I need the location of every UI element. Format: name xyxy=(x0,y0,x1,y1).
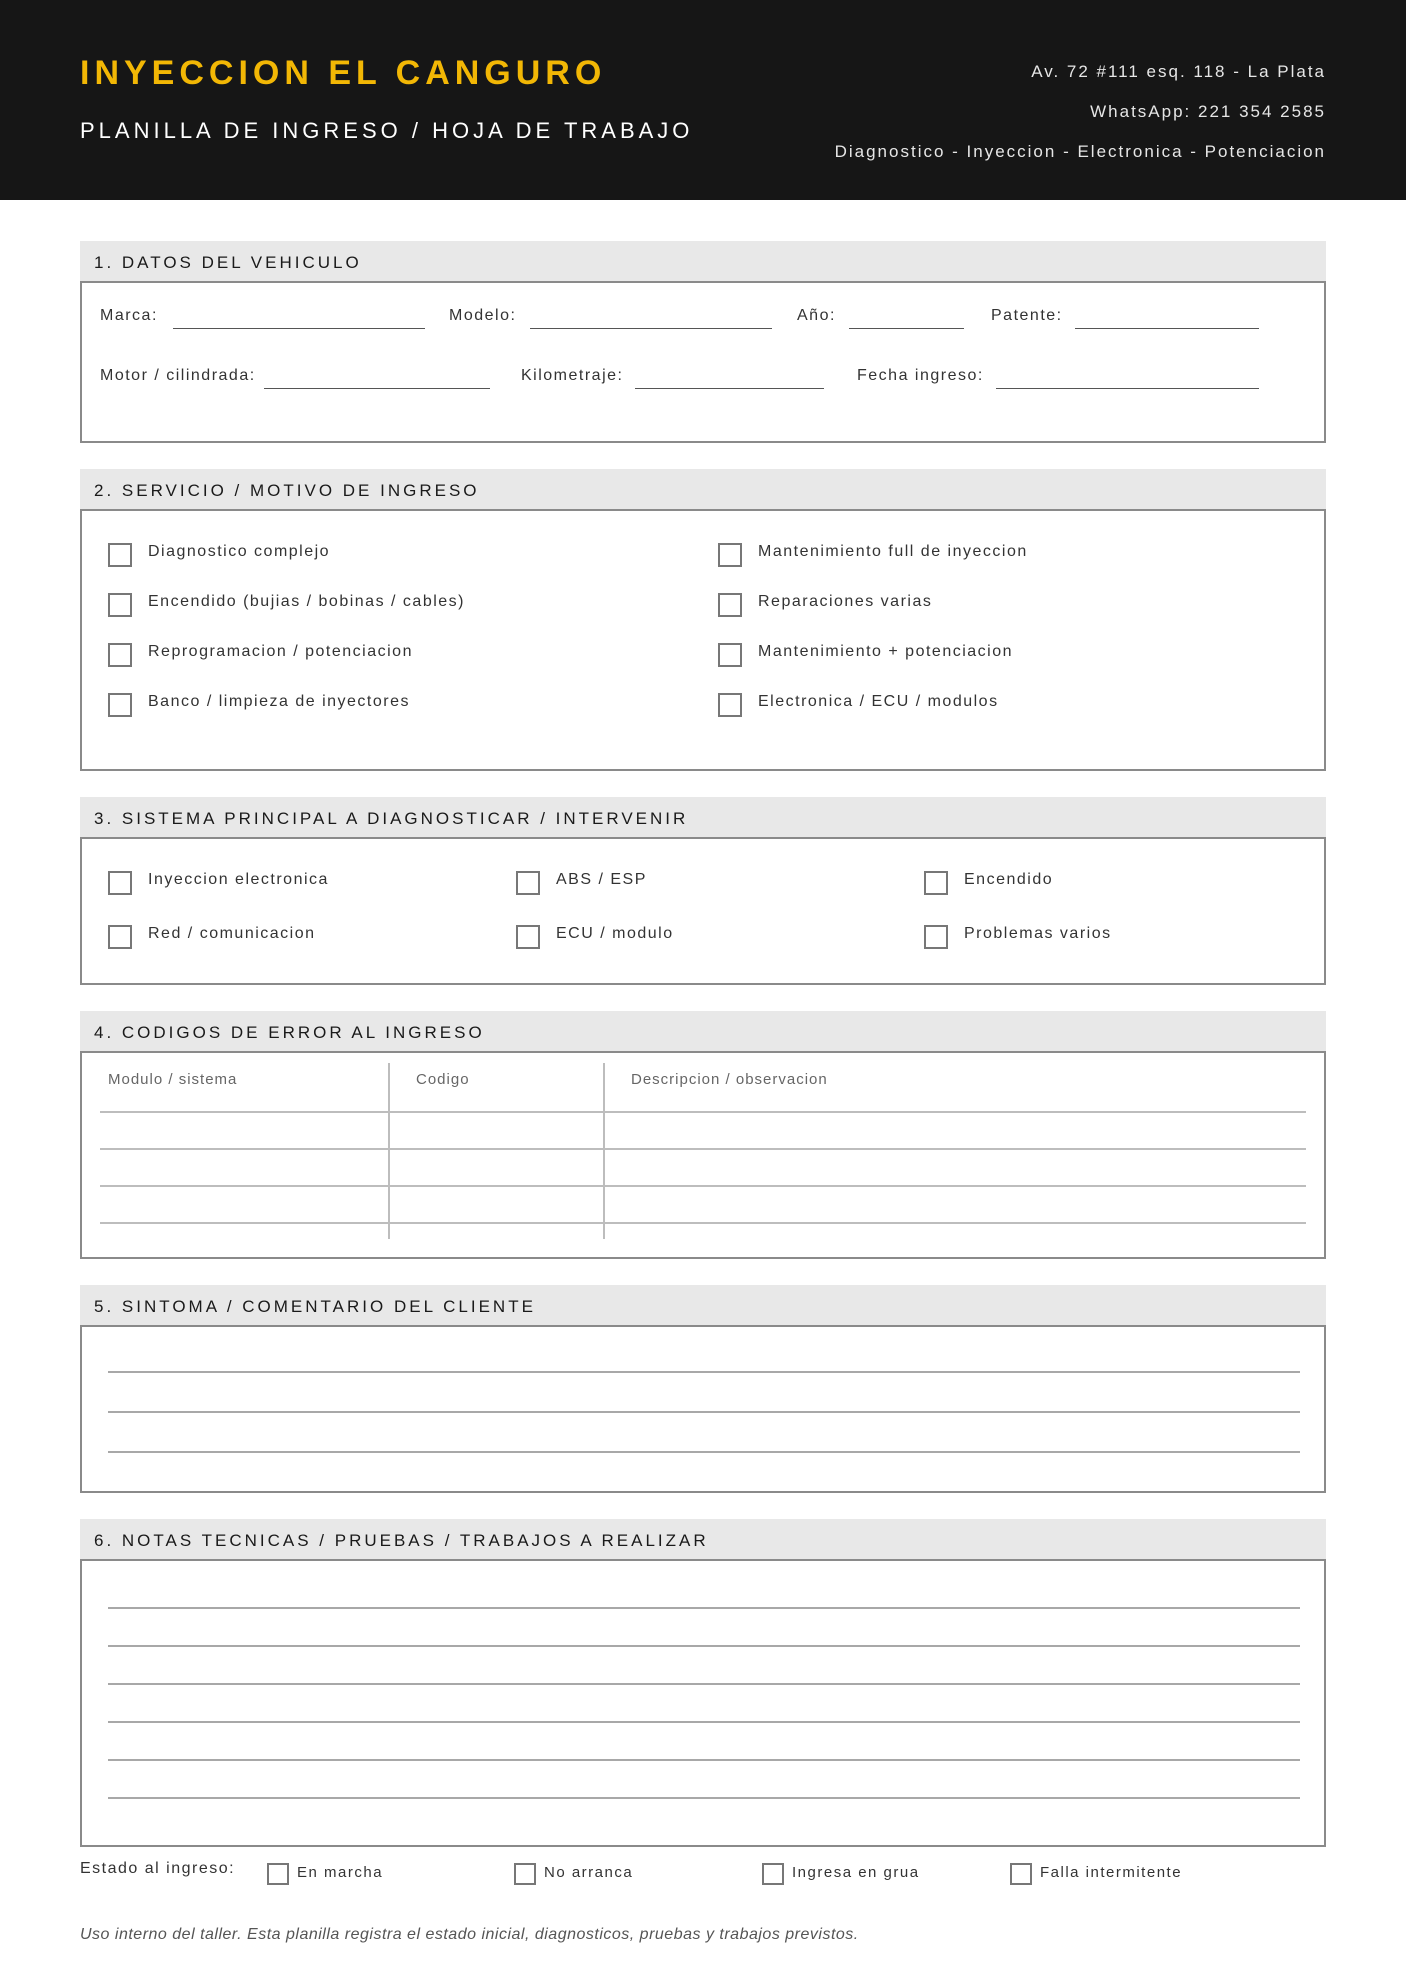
table-row-line xyxy=(100,1111,1306,1113)
fecha-ingreso-field[interactable] xyxy=(996,388,1259,389)
checkbox-mantenimiento-full[interactable] xyxy=(718,543,742,567)
services-text: Diagnostico - Inyeccion - Electronica - Potenciacion xyxy=(834,142,1326,161)
option-label: Mantenimiento + potenciacion xyxy=(758,643,1014,660)
writing-line xyxy=(108,1721,1300,1723)
address-text: Av. 72 #111 esq. 118 - La Plata xyxy=(1031,62,1326,81)
option-label: ECU / modulo xyxy=(556,925,674,942)
option-label: Inyeccion electronica xyxy=(148,871,329,888)
patente-field[interactable] xyxy=(1075,328,1259,329)
checkbox-abs-esp[interactable] xyxy=(516,871,540,895)
option-label: Red / comunicacion xyxy=(148,925,316,942)
checkbox-ecu-modulo[interactable] xyxy=(516,925,540,949)
status-option-label: No arranca xyxy=(544,1864,634,1881)
status-label: Estado al ingreso: xyxy=(80,1860,236,1877)
column-header-codigo: Codigo xyxy=(416,1071,470,1088)
anio-field[interactable] xyxy=(849,328,964,329)
option-label: Reparaciones varias xyxy=(758,593,933,610)
option-label: Problemas varios xyxy=(964,925,1112,942)
whatsapp-text: WhatsApp: 221 354 2585 xyxy=(1090,102,1326,121)
marca-field[interactable] xyxy=(173,328,425,329)
option-label: ABS / ESP xyxy=(556,871,647,888)
checkbox-electronica-ecu[interactable] xyxy=(718,693,742,717)
anio-label: Año: xyxy=(797,307,836,324)
writing-line xyxy=(108,1411,1300,1413)
checkbox-reparaciones-varias[interactable] xyxy=(718,593,742,617)
writing-line xyxy=(108,1607,1300,1609)
checkbox-problemas-varios[interactable] xyxy=(924,925,948,949)
checkbox-en-marcha[interactable] xyxy=(267,1863,289,1885)
option-label: Encendido (bujias / bobinas / cables) xyxy=(148,593,465,610)
status-option-label: Ingresa en grua xyxy=(792,1864,920,1881)
checkbox-reprogramacion[interactable] xyxy=(108,643,132,667)
section-vehicle-box xyxy=(80,281,1326,443)
checkbox-mantenimiento-potenciacion[interactable] xyxy=(718,643,742,667)
option-label: Reprogramacion / potenciacion xyxy=(148,643,413,660)
section-service-title: 2. SERVICIO / MOTIVO DE INGRESO xyxy=(80,469,1326,509)
option-label: Encendido xyxy=(964,871,1054,888)
section-vehicle-title: 1. DATOS DEL VEHICULO xyxy=(80,241,1326,281)
checkbox-encendido[interactable] xyxy=(108,593,132,617)
option-label: Banco / limpieza de inyectores xyxy=(148,693,410,710)
table-row-line[interactable] xyxy=(100,1222,1306,1224)
section-system-box xyxy=(80,837,1326,985)
section-codes-title: 4. CODIGOS DE ERROR AL INGRESO xyxy=(80,1011,1326,1051)
section-notes-title: 6. NOTAS TECNICAS / PRUEBAS / TRABAJOS A REALIZAR xyxy=(80,1519,1326,1559)
checkbox-diagnostico-complejo[interactable] xyxy=(108,543,132,567)
modelo-field[interactable] xyxy=(530,328,772,329)
option-label: Diagnostico complejo xyxy=(148,543,331,560)
writing-line xyxy=(108,1371,1300,1373)
marca-label: Marca: xyxy=(100,307,158,324)
writing-line xyxy=(108,1759,1300,1761)
column-header-descripcion: Descripcion / observacion xyxy=(631,1071,828,1088)
motor-label: Motor / cilindrada: xyxy=(100,367,256,384)
checkbox-ingresa-en-grua[interactable] xyxy=(762,1863,784,1885)
checkbox-no-arranca[interactable] xyxy=(514,1863,536,1885)
brand-title: INYECCION EL CANGURO xyxy=(80,54,607,92)
patente-label: Patente: xyxy=(991,307,1063,324)
table-row-line[interactable] xyxy=(100,1185,1306,1187)
writing-line xyxy=(108,1645,1300,1647)
checkbox-banco-inyectores[interactable] xyxy=(108,693,132,717)
writing-line xyxy=(108,1451,1300,1453)
table-row-line[interactable] xyxy=(100,1148,1306,1150)
column-divider xyxy=(388,1063,390,1239)
option-label: Mantenimiento full de inyeccion xyxy=(758,543,1028,560)
section-service-box xyxy=(80,509,1326,771)
error-codes-table xyxy=(80,1051,1326,1259)
section-symptom-title: 5. SINTOMA / COMENTARIO DEL CLIENTE xyxy=(80,1285,1326,1325)
motor-field[interactable] xyxy=(264,388,490,389)
modelo-label: Modelo: xyxy=(449,307,517,324)
symptom-textarea[interactable] xyxy=(80,1325,1326,1493)
header-band xyxy=(0,0,1406,200)
option-label: Electronica / ECU / modulos xyxy=(758,693,999,710)
status-option-label: En marcha xyxy=(297,1864,384,1881)
status-option-label: Falla intermitente xyxy=(1040,1864,1183,1881)
checkbox-falla-intermitente[interactable] xyxy=(1010,1863,1032,1885)
writing-line xyxy=(108,1683,1300,1685)
footer-note: Uso interno del taller. Esta planilla registra el estado inicial, diagnosticos, pruebas y trabajos previstos. xyxy=(80,1926,859,1943)
section-system-title: 3. SISTEMA PRINCIPAL A DIAGNOSTICAR / INTERVENIR xyxy=(80,797,1326,837)
notes-textarea[interactable] xyxy=(80,1559,1326,1847)
checkbox-red-comunicacion[interactable] xyxy=(108,925,132,949)
checkbox-encendido-sistema[interactable] xyxy=(924,871,948,895)
checkbox-inyeccion-electronica[interactable] xyxy=(108,871,132,895)
form-subtitle: PLANILLA DE INGRESO / HOJA DE TRABAJO xyxy=(80,118,694,143)
kilometraje-label: Kilometraje: xyxy=(521,367,624,384)
column-header-modulo: Modulo / sistema xyxy=(108,1071,238,1088)
fecha-ingreso-label: Fecha ingreso: xyxy=(857,367,984,384)
writing-line xyxy=(108,1797,1300,1799)
kilometraje-field[interactable] xyxy=(635,388,824,389)
column-divider xyxy=(603,1063,605,1239)
